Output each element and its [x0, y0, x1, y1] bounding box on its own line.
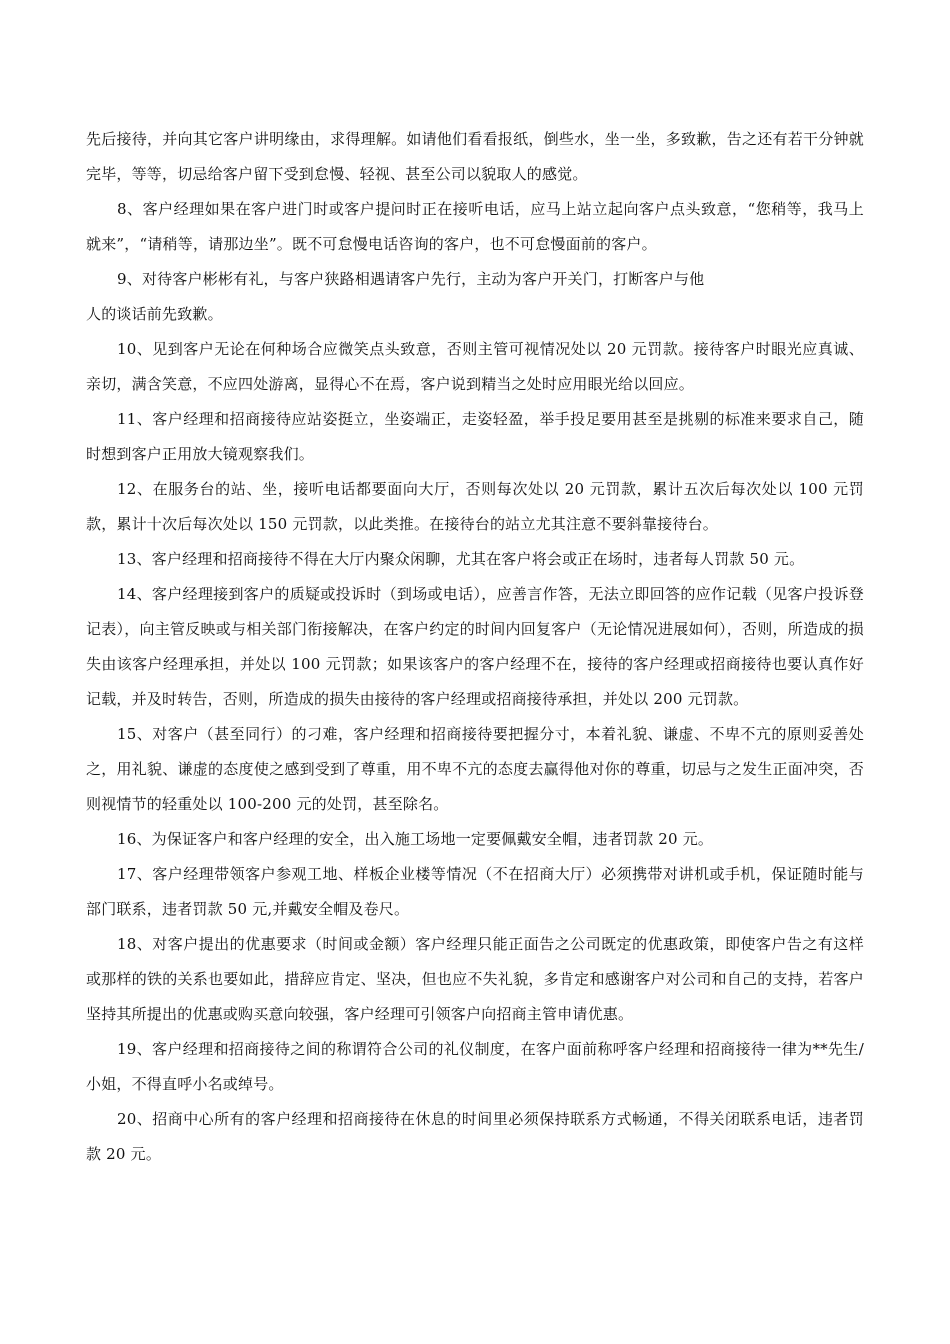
paragraph-rule-17: 17、客户经理带领客户参观工地、样板企业楼等情况（不在招商大厅）必须携带对讲机或手机，保证随时能与部门联系，违者罚款 50 元,并戴安全帽及卷尺。: [86, 865, 864, 918]
paragraph-rule-12: 12、在服务台的站、坐，接听电话都要面向大厅，否则每次处以 20 元罚款，累计五次后每次处以 100 元罚款，累计十次后每次处以 150 元罚款，以此类推。在接待台的站立尤其注意不要斜靠接待台。: [86, 480, 864, 533]
paragraph-rule-14: 14、客户经理接到客户的质疑或投诉时（到场或电话），应善言作答，无法立即回答的应作记载（见客户投诉登记表），向主管反映或与相关部门衔接解决，在客户约定的时间内回复客户（无论情况进展如何），否则，所造成的损失由该客户经理承担，并处以 100 元罚款；如果该客户的客户经理不在，接待的客户经理或招商接待也要认真作好记载，并及时转告，否则，所造成的损失由接待的客户经理或招商接待承担，并处以 200 元罚款。: [86, 585, 864, 708]
paragraph-rule-8: 8、客户经理如果在客户进门时或客户提问时正在接听电话，应马上站立起向客户点头致意，“您稍等，我马上就来”，“请稍等，请那边坐”。既不可怠慢电话咨询的客户，也不可怠慢面前的客户。: [86, 200, 864, 253]
document-page: [86, 122, 864, 1172]
paragraph-rule-9: 9、对待客户彬彬有礼，与客户狭路相遇请客户先行，主动为客户开关门，打断客户与他: [117, 270, 705, 288]
paragraph-rule-18: 18、对客户提出的优惠要求（时间或金额）客户经理只能正面告之公司既定的优惠政策，即使客户告之有这样或那样的铁的关系也要如此，措辞应肯定、坚决，但也应不失礼貌，多肯定和感谢客户对公司和自己的支持，若客户坚持其所提出的优惠或购买意向较强，客户经理可引领客户向招商主管申请优惠。: [86, 935, 864, 1023]
paragraph-continuation: 先后接待，并向其它客户讲明缘由，求得理解。如请他们看看报纸，倒些水，坐一坐，多致歉，告之还有若干分钟就完毕，等等，切忌给客户留下受到怠慢、轻视、甚至公司以貌取人的感觉。: [86, 130, 864, 183]
paragraph-rule-9-continuation: 人的谈话前先致歉。: [86, 305, 223, 323]
paragraph-rule-19: 19、客户经理和招商接待之间的称谓符合公司的礼仪制度，在客户面前称呼客户经理和招商接待一律为**先生/小姐，不得直呼小名或绰号。: [86, 1040, 864, 1093]
paragraph-rule-20: 20、招商中心所有的客户经理和招商接待在休息的时间里必须保持联系方式畅通，不得关闭联系电话，违者罚款 20 元。: [86, 1110, 864, 1163]
paragraph-rule-10: 10、见到客户无论在何种场合应微笑点头致意，否则主管可视情况处以 20 元罚款。接待客户时眼光应真诚、亲切，满含笑意，不应四处游离，显得心不在焉，客户说到精当之处时应用眼光给以回应。: [86, 340, 864, 393]
paragraph-rule-13: 13、客户经理和招商接待不得在大厅内聚众闲聊，尤其在客户将会或正在场时，违者每人罚款 50 元。: [117, 550, 805, 568]
paragraph-rule-15: 15、对客户（甚至同行）的刁难，客户经理和招商接待要把握分寸，本着礼貌、谦虚、不卑不亢的原则妥善处之，用礼貌、谦虚的态度使之感到受到了尊重，用不卑不亢的态度去赢得他对你的尊重，切忌与之发生正面冲突，否则视情节的轻重处以 100-200 元的处罚，甚至除名。: [86, 725, 864, 813]
paragraph-rule-11: 11、客户经理和招商接待应站姿挺立，坐姿端正，走姿轻盈，举手投足要用甚至是挑剔的标准来要求自己，随时想到客户正用放大镜观察我们。: [86, 410, 864, 463]
paragraph-rule-16: 16、为保证客户和客户经理的安全，出入施工场地一定要佩戴安全帽，违者罚款 20 元。: [117, 830, 714, 848]
